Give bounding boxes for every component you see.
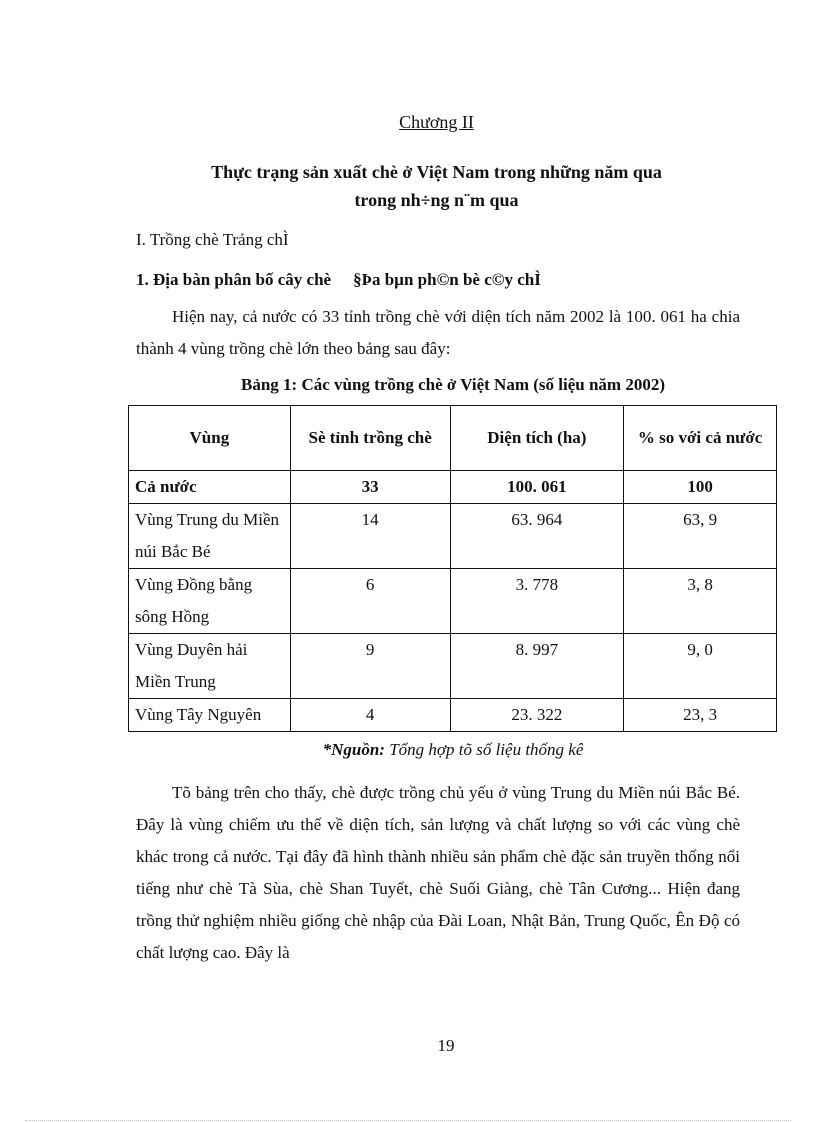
header-percent: % so với cả nước xyxy=(624,406,777,471)
analysis-paragraph-text: Tõ bảng trên cho thấy, chè được trồng chủ yếu ở vùng Trung du Miền núi Bắc Bé. Đây là vùng chiếm ưu thế về diện tích, sản lượng và chất lượng so với các vùng chè khác trong cả nước. Tại đây đã hình thành nhiều sản phẩm chè đặc sản truyền thống nổi tiếng như chè Tà Sùa, chè Shan Tuyết, chè Suối Giàng, chè Tân Cương... Hiện đang trồng thử nghiệm nhiều giống chè nhập của Đài Loan, Nhật Bản, Trung Quốc, Ên Độ có chất lượng cao. Đây là xyxy=(136,783,740,962)
subsection-garbled-text: §Þa bµn ph©n bè c©y chÌ xyxy=(353,270,541,289)
header-area: Diện tích (ha) xyxy=(450,406,624,471)
cell-region: Vùng Tây Nguyên xyxy=(129,699,291,732)
cell-percent: 63, 9 xyxy=(624,504,777,569)
title-line-1: Thực trạng sản xuất chè ở Việt Nam trong những năm qua xyxy=(211,162,662,182)
cell-provinces: 33 xyxy=(290,471,450,504)
table-row xyxy=(129,569,777,634)
cell-percent: 3, 8 xyxy=(624,569,777,634)
cell-area: 3. 778 xyxy=(450,569,624,634)
intro-paragraph-text: Hiện nay, cả nước có 33 tỉnh trồng chè với diện tích năm 2002 là 100. 061 ha chia thành 4 vùng trồng chè lớn theo bảng sau đây: xyxy=(136,307,740,358)
page-number: 19 xyxy=(437,1036,455,1055)
cell-region: Vùng Trung du Miền núi Bắc Bé xyxy=(129,504,291,569)
table-row xyxy=(129,504,777,569)
source-label: *Nguồn: xyxy=(322,740,385,759)
table-source-note xyxy=(0,740,816,760)
cell-provinces: 14 xyxy=(290,504,450,569)
tea-regions-table xyxy=(128,405,777,732)
cell-region: Vùng Duyên hải Miền Trung xyxy=(129,634,291,699)
cell-area: 8. 997 xyxy=(450,634,624,699)
table-row xyxy=(129,634,777,699)
table-row-total xyxy=(129,471,777,504)
intro-paragraph xyxy=(136,301,740,365)
cell-provinces: 6 xyxy=(290,569,450,634)
chapter-heading: Chương II xyxy=(399,112,474,132)
subsection-heading xyxy=(136,270,541,290)
cell-percent: 100 xyxy=(624,471,777,504)
cell-percent: 23, 3 xyxy=(624,699,777,732)
header-region: Vùng xyxy=(129,406,291,471)
cell-area: 23. 322 xyxy=(450,699,624,732)
section-heading: I. Trồng chè Trảng chÌ xyxy=(136,230,289,249)
cell-percent: 9, 0 xyxy=(624,634,777,699)
title-line-2: trong nh÷ng n¨m qua xyxy=(354,190,519,210)
page-bottom-divider xyxy=(25,1120,791,1121)
cell-area: 100. 061 xyxy=(450,471,624,504)
source-text: Tổng hợp tõ số liệu thống kê xyxy=(389,740,584,759)
cell-area: 63. 964 xyxy=(450,504,624,569)
table-caption: Bảng 1: Các vùng trồng chè ở Việt Nam (số liệu năm 2002) xyxy=(240,375,665,394)
cell-region: Cả nước xyxy=(129,471,291,504)
cell-provinces: 9 xyxy=(290,634,450,699)
subsection-title: 1. Địa bàn phân bố cây chè xyxy=(136,270,332,289)
cell-provinces: 4 xyxy=(290,699,450,732)
document-title xyxy=(0,158,816,214)
header-provinces: Sè tỉnh trồng chè xyxy=(290,406,450,471)
table-row xyxy=(129,699,777,732)
cell-region: Vùng Đồng bằng sông Hồng xyxy=(129,569,291,634)
table-header-row xyxy=(129,406,777,471)
analysis-paragraph xyxy=(136,777,740,969)
